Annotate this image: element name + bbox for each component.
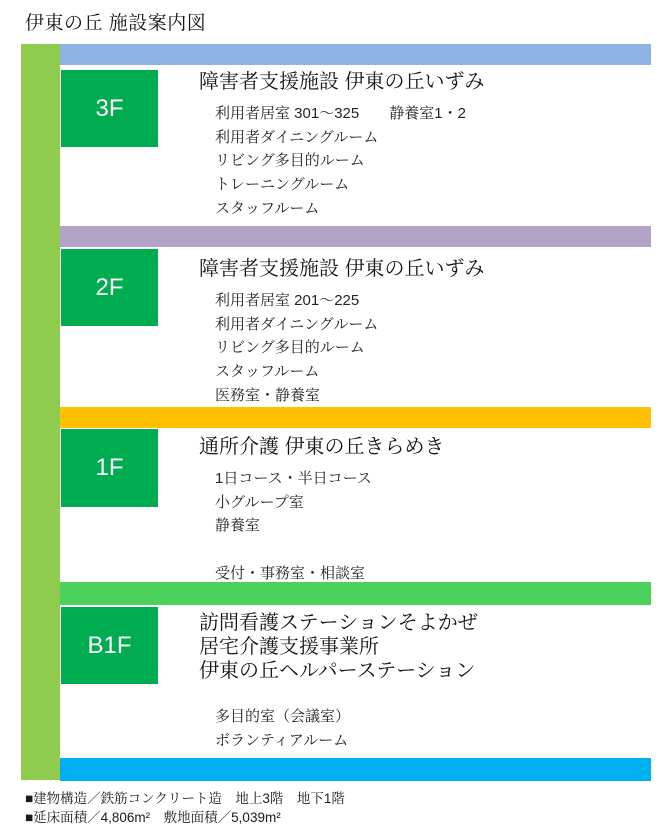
section-heading-line: 障害者支援施設 伊東の丘いずみ: [199, 258, 485, 280]
floor-label-3f: [61, 70, 158, 147]
section-3f: [199, 70, 660, 221]
footer-note-structure: ■建物構造／鉄筋コンクリート造 地上3階 地下1階: [25, 791, 345, 806]
section-item: 多目的室（会議室）: [215, 708, 351, 725]
section-item: ボランティアルーム: [215, 731, 349, 749]
left-accent-bar: [21, 44, 60, 780]
band-cyan-bottom: [60, 758, 651, 781]
section-item: 利用者ダイニングルーム: [215, 128, 379, 146]
section-1f-heading: [199, 435, 660, 459]
section-item: リビング多目的ルーム: [215, 339, 365, 357]
floor-label-b1f: [61, 607, 158, 684]
section-item: 利用者ダイニングルーム: [215, 315, 379, 333]
section-item: 小グループ室: [215, 493, 304, 511]
floor-label-2f-text: 2F: [95, 273, 124, 301]
section-item: 受付・事務室・相談室: [215, 564, 366, 582]
section-b1f-items: [215, 705, 660, 752]
section-3f-heading: [199, 70, 660, 94]
floor-label-2f: [61, 249, 158, 326]
section-2f: [199, 257, 660, 408]
section-item: 医務室・静養室: [215, 386, 321, 404]
section-item: 静養室: [215, 517, 261, 535]
section-1f-items: [215, 467, 660, 586]
page-title: 伊東の丘 施設案内図: [25, 13, 207, 34]
section-heading-line: 障害者支援施設 伊東の丘いずみ: [199, 71, 485, 93]
section-heading-line: 伊東の丘ヘルパーステーション: [199, 660, 476, 682]
band-purple: [60, 226, 651, 247]
footer-note-area: ■延床面積／4,806m² 敷地面積／5,039m²: [25, 810, 281, 825]
section-1f: [199, 435, 660, 586]
section-item: 利用者居室 201～225: [215, 292, 360, 309]
floor-label-b1f-text: B1F: [87, 631, 132, 659]
section-item: トレーニングルーム: [215, 176, 350, 194]
footer-notes: [25, 789, 345, 827]
section-heading-line: 訪問看護ステーションそよかぜ: [199, 612, 478, 634]
floor-label-3f-text: 3F: [95, 94, 124, 122]
section-item: 1日コース・半日コース: [215, 470, 372, 487]
section-heading-line: 居宅介護支援事業所: [199, 636, 379, 658]
band-gold: [60, 407, 651, 428]
section-item: スタッフルーム: [215, 199, 320, 217]
section-heading-line: 通所介護 伊東の丘きらめき: [199, 436, 445, 458]
section-b1f: [199, 611, 660, 752]
section-2f-items: [215, 289, 660, 408]
section-b1f-heading: [199, 611, 660, 683]
floor-label-1f-text: 1F: [95, 454, 124, 481]
section-2f-heading: [199, 257, 660, 281]
section-3f-items: [215, 102, 660, 221]
floor-label-1f: [61, 429, 158, 507]
band-blue-top: [60, 44, 651, 65]
section-item: リビング多目的ルーム: [215, 152, 365, 170]
section-item: [215, 538, 660, 562]
section-item: 利用者居室 301～325 静養室1・2: [215, 105, 466, 122]
section-item: スタッフルーム: [215, 363, 320, 381]
